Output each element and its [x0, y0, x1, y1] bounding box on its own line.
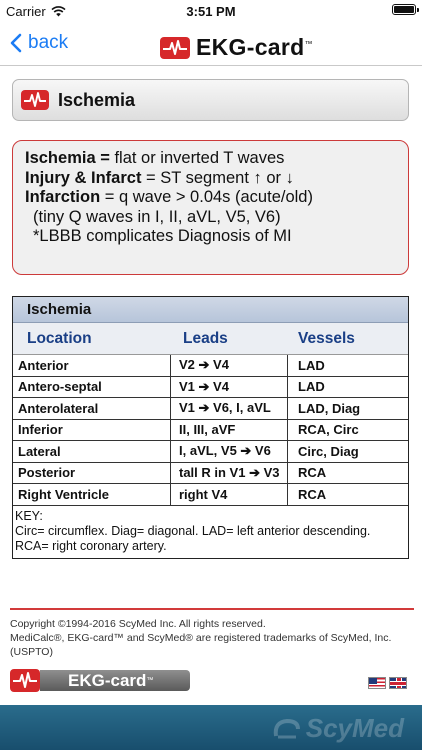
footer-brand-name — [40, 670, 190, 691]
definition-note: *LBBB complicates Diagnosis of MI — [33, 227, 292, 245]
definition-term: Infarction — [25, 188, 101, 206]
definition-injury — [25, 169, 396, 189]
cell-location: Inferior — [13, 420, 171, 441]
footer-brand-tm: ™ — [146, 677, 154, 684]
cell-vessels: Circ, Diag — [298, 443, 359, 459]
cell-leads: tall R in V1 ➔ V3 — [171, 463, 288, 484]
cell-location: Right Ventricle — [13, 484, 171, 505]
definitions-box — [12, 140, 409, 275]
us-flag-icon[interactable] — [368, 677, 386, 689]
cell-leads: V2 ➔ V4 — [171, 355, 288, 376]
battery-icon — [392, 4, 416, 15]
ekg-logo-icon — [10, 669, 40, 692]
cell-location: Lateral — [13, 441, 171, 462]
copyright-notice — [10, 617, 415, 659]
cell-leads: II, III, aVF — [171, 420, 288, 441]
ekg-logo-icon — [160, 37, 190, 59]
language-flags — [368, 677, 407, 689]
table-row — [13, 463, 408, 485]
table-row — [13, 355, 408, 377]
scymed-watermark — [272, 713, 404, 744]
copyright-line: Copyright ©1994-2016 ScyMed Inc. All rights reserved. — [10, 618, 266, 630]
cell-vessels: RCA — [298, 486, 327, 502]
cell-vessels: RCA, Circ — [298, 422, 359, 438]
key-title: KEY: — [15, 508, 43, 523]
header-leads: Leads — [183, 329, 228, 347]
scymed-logo-icon — [272, 716, 302, 742]
definition-text: flat or inverted T waves — [109, 149, 285, 167]
chevron-left-icon — [10, 33, 22, 53]
cell-leads: right V4 — [171, 484, 288, 505]
footer-divider — [10, 608, 414, 610]
header-location: Location — [27, 329, 92, 347]
brand-name-text: EKG-card — [196, 34, 305, 60]
back-label: back — [28, 32, 69, 53]
cell-location: Anterolateral — [13, 398, 171, 419]
status-time: 3:51 PM — [186, 4, 236, 19]
bottom-banner — [0, 705, 422, 750]
carrier-label: Carrier — [6, 4, 46, 19]
cell-location: Antero-septal — [13, 377, 171, 398]
definition-term: Injury & Infarct — [25, 168, 142, 187]
definition-text: = q wave > 0.04s (acute/old) — [100, 188, 313, 206]
table-row — [13, 377, 408, 399]
status-right — [392, 4, 416, 15]
table-row — [13, 398, 408, 420]
definition-term: Ischemia = — [25, 149, 110, 167]
key-text: Circ= circumflex. Diag= diagonal. LAD= left anterior descending. RCA= right coronary artery. — [15, 523, 371, 553]
brand-tm: ™ — [304, 39, 313, 49]
table-row — [13, 441, 408, 463]
definition-infarction — [25, 188, 396, 208]
nav-bar — [0, 22, 422, 66]
cell-vessels: LAD, Diag — [298, 400, 361, 416]
trademark-line: MediCalc®, EKG-card™ and ScyMed® are registered trademarks of ScyMed, Inc. (USPTO) — [10, 632, 392, 658]
cell-leads: I, aVL, V5 ➔ V6 — [171, 441, 288, 462]
table-header — [13, 323, 408, 355]
table-title: Ischemia — [13, 297, 408, 323]
cell-vessels: RCA — [298, 465, 327, 481]
cell-leads: V1 ➔ V4 — [171, 377, 288, 398]
cell-vessels: LAD — [298, 379, 325, 395]
cell-location: Anterior — [13, 355, 171, 376]
header-vessels: Vessels — [298, 329, 355, 347]
ischemia-table — [12, 296, 409, 559]
footer-brand-text: EKG-card — [68, 670, 147, 690]
table-key — [13, 506, 408, 558]
cell-vessels: LAD — [298, 357, 325, 373]
definition-ischemia — [25, 149, 396, 169]
definition-text: = ST segment ↑ or ↓ — [141, 168, 294, 187]
brand-name — [196, 34, 313, 61]
page-title: Ischemia — [58, 89, 136, 110]
cell-leads: V1 ➔ V6, I, aVL — [171, 398, 288, 419]
watermark-text: ScyMed — [305, 713, 404, 743]
ekg-logo-icon — [21, 90, 49, 110]
back-button[interactable] — [10, 32, 68, 54]
uk-flag-icon[interactable] — [389, 677, 407, 689]
table-row — [13, 484, 408, 506]
definition-note: (tiny Q waves in I, II, aVL, V5, V6) — [33, 207, 281, 226]
footer-brand — [10, 669, 190, 692]
section-title-bar — [12, 79, 409, 121]
nav-brand — [160, 34, 313, 61]
table-row — [13, 420, 408, 442]
status-bar — [0, 0, 422, 22]
cell-location: Posterior — [13, 463, 171, 484]
